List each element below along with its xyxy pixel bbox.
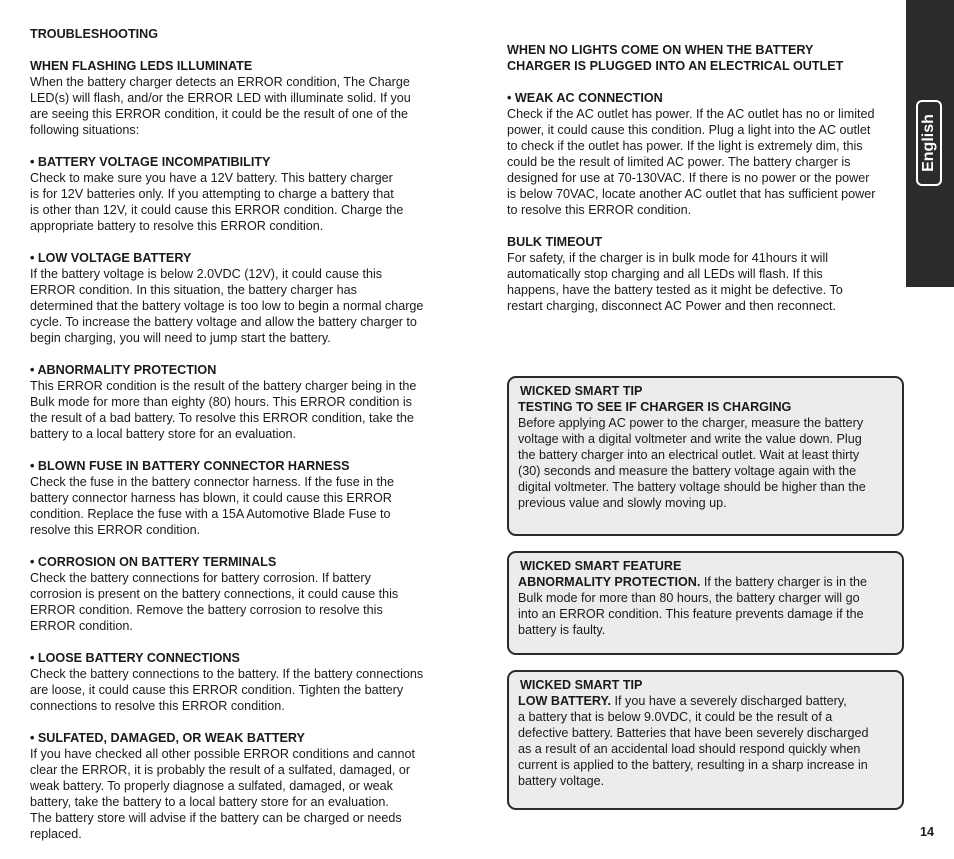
section-heading-weak-ac: • WEAK AC CONNECTION xyxy=(507,91,663,105)
section-heading-corrosion: • CORROSION ON BATTERY TERMINALS xyxy=(30,555,277,569)
body-line: connections to resolve this ERROR condition. xyxy=(30,699,285,713)
body-line: resolve this ERROR condition. xyxy=(30,523,201,537)
tip-box-subtitle: TESTING TO SEE IF CHARGER IS CHARGING xyxy=(518,400,792,414)
body-line: Check to make sure you have a 12V battery. This battery charger xyxy=(30,171,393,185)
body-line: condition. Replace the fuse with a 15A Automotive Blade Fuse to xyxy=(30,507,391,521)
body-line: following situations: xyxy=(30,123,140,137)
body-line: defective battery. Batteries that have been severely discharged xyxy=(518,726,869,740)
body-line: battery connector harness has blown, it could cause this ERROR xyxy=(30,491,392,505)
body-line: For safety, if the charger is in bulk mode for 41hours it will xyxy=(507,251,829,265)
section-heading-voltage-incompatibility: • BATTERY VOLTAGE INCOMPATIBILITY xyxy=(30,155,271,169)
section-heading-bulk-timeout: BULK TIMEOUT xyxy=(507,235,603,249)
body-line: the battery charger into an electrical outlet. Wait at least thirty xyxy=(518,448,860,462)
section-heading-low-voltage: • LOW VOLTAGE BATTERY xyxy=(30,251,192,265)
body-line: Bulk mode for more than 80 hours, the battery charger will go xyxy=(518,591,860,605)
body-line xyxy=(518,574,893,590)
left-column xyxy=(30,26,450,842)
body-line: battery to a local battery store for an evaluation. xyxy=(30,427,297,441)
body-line: Check the fuse in the battery connector harness. If the fuse in the xyxy=(30,475,395,489)
body-line: is below 70VAC, locate another AC outlet that has sufficient power xyxy=(507,187,876,201)
body-line: Check the battery connections to the battery. If the battery connections xyxy=(30,667,424,681)
body-line: ERROR condition. xyxy=(30,619,133,633)
body-line: determined that the battery voltage is too low to begin a normal charge xyxy=(30,299,424,313)
body-line: is other than 12V, it could cause this ERROR condition. Charge the xyxy=(30,203,404,217)
body-line: voltage with a digital voltmeter and write the value down. Plug xyxy=(518,432,862,446)
body-line: power, it could cause this condition. Plug a light into the AC outlet xyxy=(507,123,871,137)
body-line: battery voltage. xyxy=(518,774,605,788)
page-title: TROUBLESHOOTING xyxy=(30,27,159,41)
body-line: If you have checked all other possible ERROR conditions and cannot xyxy=(30,747,416,761)
body-line: If the battery voltage is below 2.0VDC (12V), it could cause this xyxy=(30,267,383,281)
body-line: ERROR condition. In this situation, the battery charger has xyxy=(30,283,357,297)
tip-first-line: If you have a severely discharged battery, xyxy=(611,694,847,708)
tip-box-title: WICKED SMART TIP xyxy=(520,384,643,398)
body-line: current is applied to the battery, resulting in a sharp increase in xyxy=(518,758,868,772)
tip-box-title: WICKED SMART TIP xyxy=(520,678,643,692)
body-line: into an ERROR condition. This feature prevents damage if the xyxy=(518,607,864,621)
tip-lead: LOW BATTERY. xyxy=(518,694,612,708)
body-line: battery is faulty. xyxy=(518,623,606,637)
flashing-leds-heading: WHEN FLASHING LEDS ILLUMINATE xyxy=(30,59,253,73)
body-line: corrosion is present on the battery connections, it could cause this xyxy=(30,587,399,601)
body-line: are loose, it could cause this ERROR condition. Tighten the battery xyxy=(30,683,404,697)
no-lights-heading: WHEN NO LIGHTS COME ON WHEN THE BATTERY xyxy=(507,43,814,57)
no-lights-heading: CHARGER IS PLUGGED INTO AN ELECTRICAL OUTLET xyxy=(507,59,844,73)
body-line: digital voltmeter. The battery voltage should be higher than the xyxy=(518,480,866,494)
body-line: cycle. To increase the battery voltage and allow the battery charger to xyxy=(30,315,417,329)
feature-first-line: If the battery charger is in the xyxy=(700,575,867,589)
body-line: as a result of an accidental load should respond quickly when xyxy=(518,742,861,756)
body-line: appropriate battery to resolve this ERROR condition. xyxy=(30,219,324,233)
body-line: to check if the outlet has power. If the light is extremely dim, this xyxy=(507,139,863,153)
body-line: Before applying AC power to the charger, measure the battery xyxy=(518,416,864,430)
feature-lead: ABNORMALITY PROTECTION. xyxy=(518,575,701,589)
right-column xyxy=(507,42,902,314)
feature-box-abnormality xyxy=(507,551,904,655)
body-line: begin charging, you will need to jump start the battery. xyxy=(30,331,331,345)
body-line: (30) seconds and measure the battery voltage again with the xyxy=(518,464,857,478)
body-line: This ERROR condition is the result of the battery charger being in the xyxy=(30,379,417,393)
page-number: 14 xyxy=(920,825,935,839)
body-line: The battery store will advise if the battery can be charged or needs xyxy=(30,811,402,825)
body-line: the result of a bad battery. To resolve this ERROR condition, take the xyxy=(30,411,414,425)
body-line: ERROR condition. Remove the battery corrosion to resolve this xyxy=(30,603,383,617)
body-line: restart charging, disconnect AC Power and then reconnect. xyxy=(507,299,837,313)
language-tab-label xyxy=(916,100,942,186)
section-heading-abnormality-protection: • ABNORMALITY PROTECTION xyxy=(30,363,217,377)
body-line: Check if the AC outlet has power. If the AC outlet has no or limited xyxy=(507,107,875,121)
body-line: Bulk mode for more than eighty (80) hours. This ERROR condition is xyxy=(30,395,412,409)
body-line: happens, have the battery tested as it might be defective. To xyxy=(507,283,843,297)
body-line: to resolve this ERROR condition. xyxy=(507,203,692,217)
body-line: automatically stop charging and all LEDs will flash. If this xyxy=(507,267,823,281)
body-line: previous value and slowly moving up. xyxy=(518,496,727,510)
body-line: a battery that is below 9.0VDC, it could be the result of a xyxy=(518,710,833,724)
body-line: weak battery. To properly diagnose a sulfated, damaged, or weak xyxy=(30,779,393,793)
body-line: replaced. xyxy=(30,827,82,841)
body-line: battery, take the battery to a local battery store for an evaluation. xyxy=(30,795,389,809)
section-heading-blown-fuse: • BLOWN FUSE IN BATTERY CONNECTOR HARNESS xyxy=(30,459,350,473)
body-line: designed for use at 70-130VAC. If there is no power or the power xyxy=(507,171,870,185)
section-heading-sulfated-battery: • SULFATED, DAMAGED, OR WEAK BATTERY xyxy=(30,731,305,745)
feature-box-title: WICKED SMART FEATURE xyxy=(520,559,682,573)
body-line: are seeing this ERROR condition, it could be the result of one of the xyxy=(30,107,409,121)
body-line: could be the result of limited AC power. The battery charger is xyxy=(507,155,851,169)
section-heading-loose-connections: • LOOSE BATTERY CONNECTIONS xyxy=(30,651,240,665)
tip-box-low-battery xyxy=(507,670,904,810)
body-line xyxy=(518,693,893,709)
language-label: English xyxy=(920,114,937,172)
body-line: clear the ERROR, it is probably the result of a sulfated, damaged, or xyxy=(30,763,411,777)
body-line: Check the battery connections for battery corrosion. If battery xyxy=(30,571,371,585)
body-line: is for 12V batteries only. If you attempting to charge a battery that xyxy=(30,187,394,201)
tip-box-charging-test xyxy=(507,376,904,536)
body-line: LED(s) will flash, and/or the ERROR LED with illuminate solid. If you xyxy=(30,91,411,105)
body-line: When the battery charger detects an ERROR condition, The Charge xyxy=(30,75,410,89)
